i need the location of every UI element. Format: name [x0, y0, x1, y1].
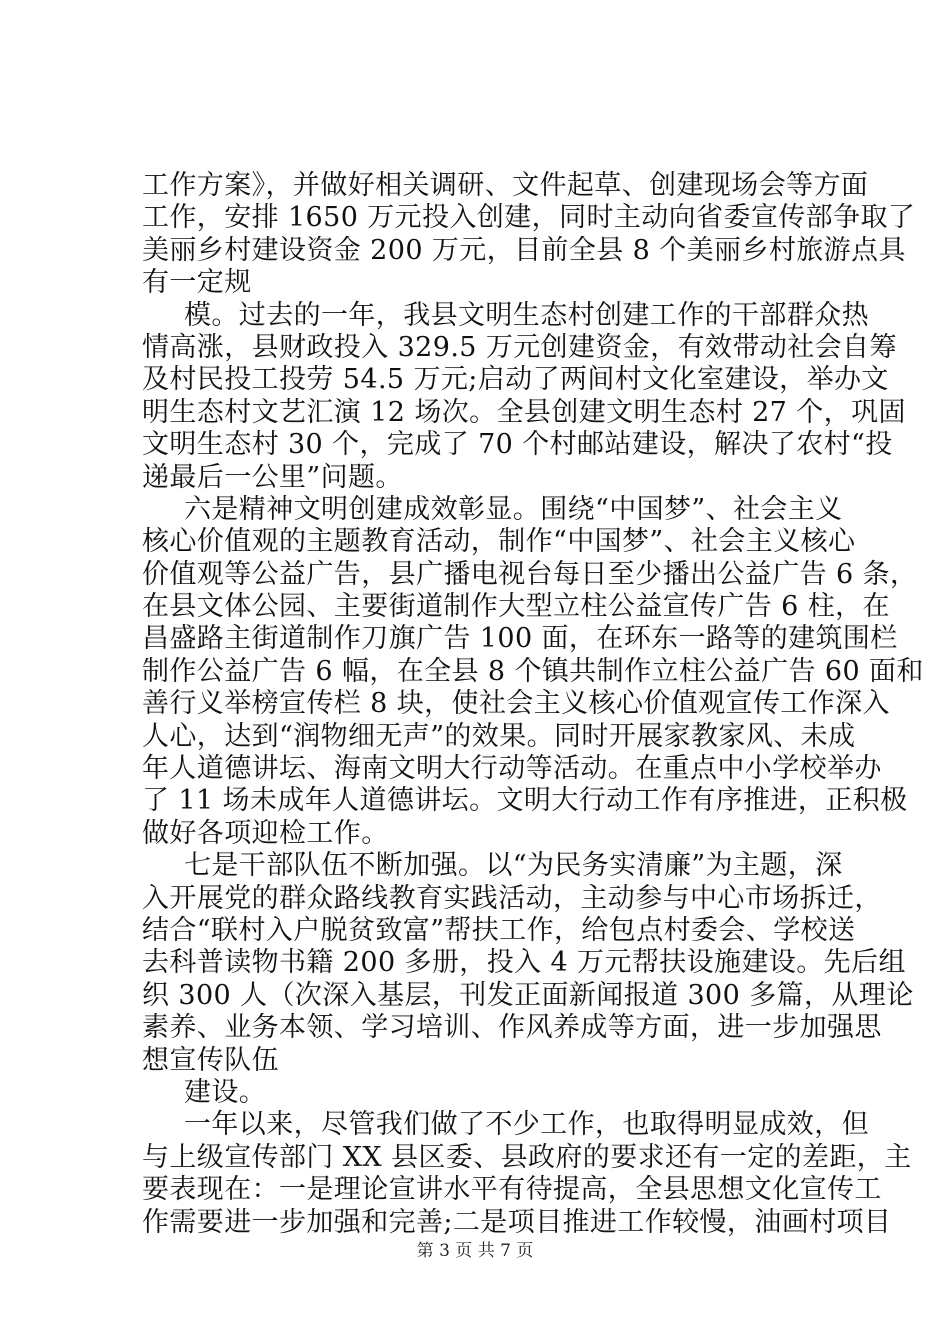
text-line: 一年以来，尽管我们做了不少工作，也取得明显成效，但 — [184, 1109, 869, 1141]
text-line: 善行义举榜宣传栏 8 块，使社会主义核心价值观宣传工作深入 — [142, 688, 890, 720]
text-line: 工作，安排 1650 万元投入创建，同时主动向省委宣传部争取了 — [142, 202, 916, 234]
paragraph — [142, 493, 924, 850]
text-line: 模。过去的一年，我县文明生态村创建工作的干部群众热 — [184, 299, 869, 331]
paragraph — [142, 1109, 912, 1239]
paragraph — [142, 1077, 832, 1109]
text-line: 昌盛路主街道制作刀旗广告 100 面，在环东一路等的建筑围栏 — [142, 623, 898, 655]
text-line: 想宣传队伍 — [142, 1044, 279, 1076]
text-line: 递最后一公里”问题。 — [142, 461, 403, 493]
page-number-footer: 第 3 页 共 7 页 — [416, 1241, 534, 1261]
text-line: 核心价值观的主题教育活动，制作“中国梦”、社会主义核心 — [142, 526, 856, 558]
text-line: 工作方案》，并做好相关调研、文件起草、创建现场会等方面 — [142, 170, 869, 201]
text-line: 结合“联村入户脱贫致富”帮扶工作，给包点村委会、学校送 — [142, 914, 856, 946]
text-line: 价值观等公益广告，县广播电视台每日至少播出公益广告 6 条， — [142, 558, 918, 590]
text-line: 六是精神文明创建成效彰显。围绕“中国梦”、社会主义 — [184, 493, 843, 525]
text-line: 文明生态村 30 个，完成了 70 个村邮站建设，解决了农村“投 — [142, 429, 893, 461]
text-line: 及村民投工投劳 54.5 万元;启动了两间村文化室建设，举办文 — [142, 364, 889, 396]
text-line: 素养、业务本领、学习培训、作风养成等方面，进一步加强思 — [142, 1012, 882, 1044]
text-line: 人心，达到“润物细无声”的效果。同时开展家教家风、未成 — [142, 720, 856, 752]
text-line: 做好各项迎检工作。 — [142, 817, 389, 849]
text-line: 情高涨，县财政投入 329.5 万元创建资金，有效带动社会自筹 — [142, 331, 897, 363]
text-line: 在县文体公园、主要街道制作大型立柱公益宣传广告 6 柱，在 — [142, 591, 890, 623]
document-body — [142, 170, 924, 1239]
text-line: 有一定规 — [142, 267, 252, 299]
text-line: 要表现在：一是理论宣讲水平有待提高，全县思想文化宣传工 — [142, 1174, 882, 1206]
text-line: 织 300 人（次深入基层，刊发正面新闻报道 300 多篇，从理论 — [142, 979, 914, 1011]
text-line: 去科普读物书籍 200 多册，投入 4 万元帮扶设施建设。先后组 — [142, 947, 906, 979]
text-line: 年人道德讲坛、海南文明大行动等活动。在重点中小学校举办 — [142, 753, 882, 785]
text-line: 了 11 场未成年人道德讲坛。文明大行动工作有序推进，正积极 — [142, 785, 908, 817]
paragraph — [142, 170, 916, 300]
text-line: 建设。 — [184, 1076, 267, 1108]
paragraph — [142, 299, 906, 494]
text-line: 美丽乡村建设资金 200 万元，目前全县 8 个美丽乡村旅游点具 — [142, 234, 906, 266]
text-line: 作需要进一步加强和完善;二是项目推进工作较慢，油画村项目 — [142, 1206, 892, 1238]
text-line: 入开展党的群众路线教育实践活动，主动参与中心市场拆迁， — [142, 882, 882, 914]
text-line: 制作公益广告 6 幅，在全县 8 个镇共制作立柱公益广告 60 面和 — [142, 655, 924, 687]
text-line: 七是干部队伍不断加强。以“为民务实清廉”为主题，深 — [184, 850, 843, 882]
paragraph — [142, 850, 914, 1077]
text-line: 与上级宣传部门 XX 县区委、县政府的要求还有一定的差距，主 — [142, 1141, 912, 1173]
text-line: 明生态村文艺汇演 12 场次。全县创建文明生态村 27 个，巩固 — [142, 396, 906, 428]
